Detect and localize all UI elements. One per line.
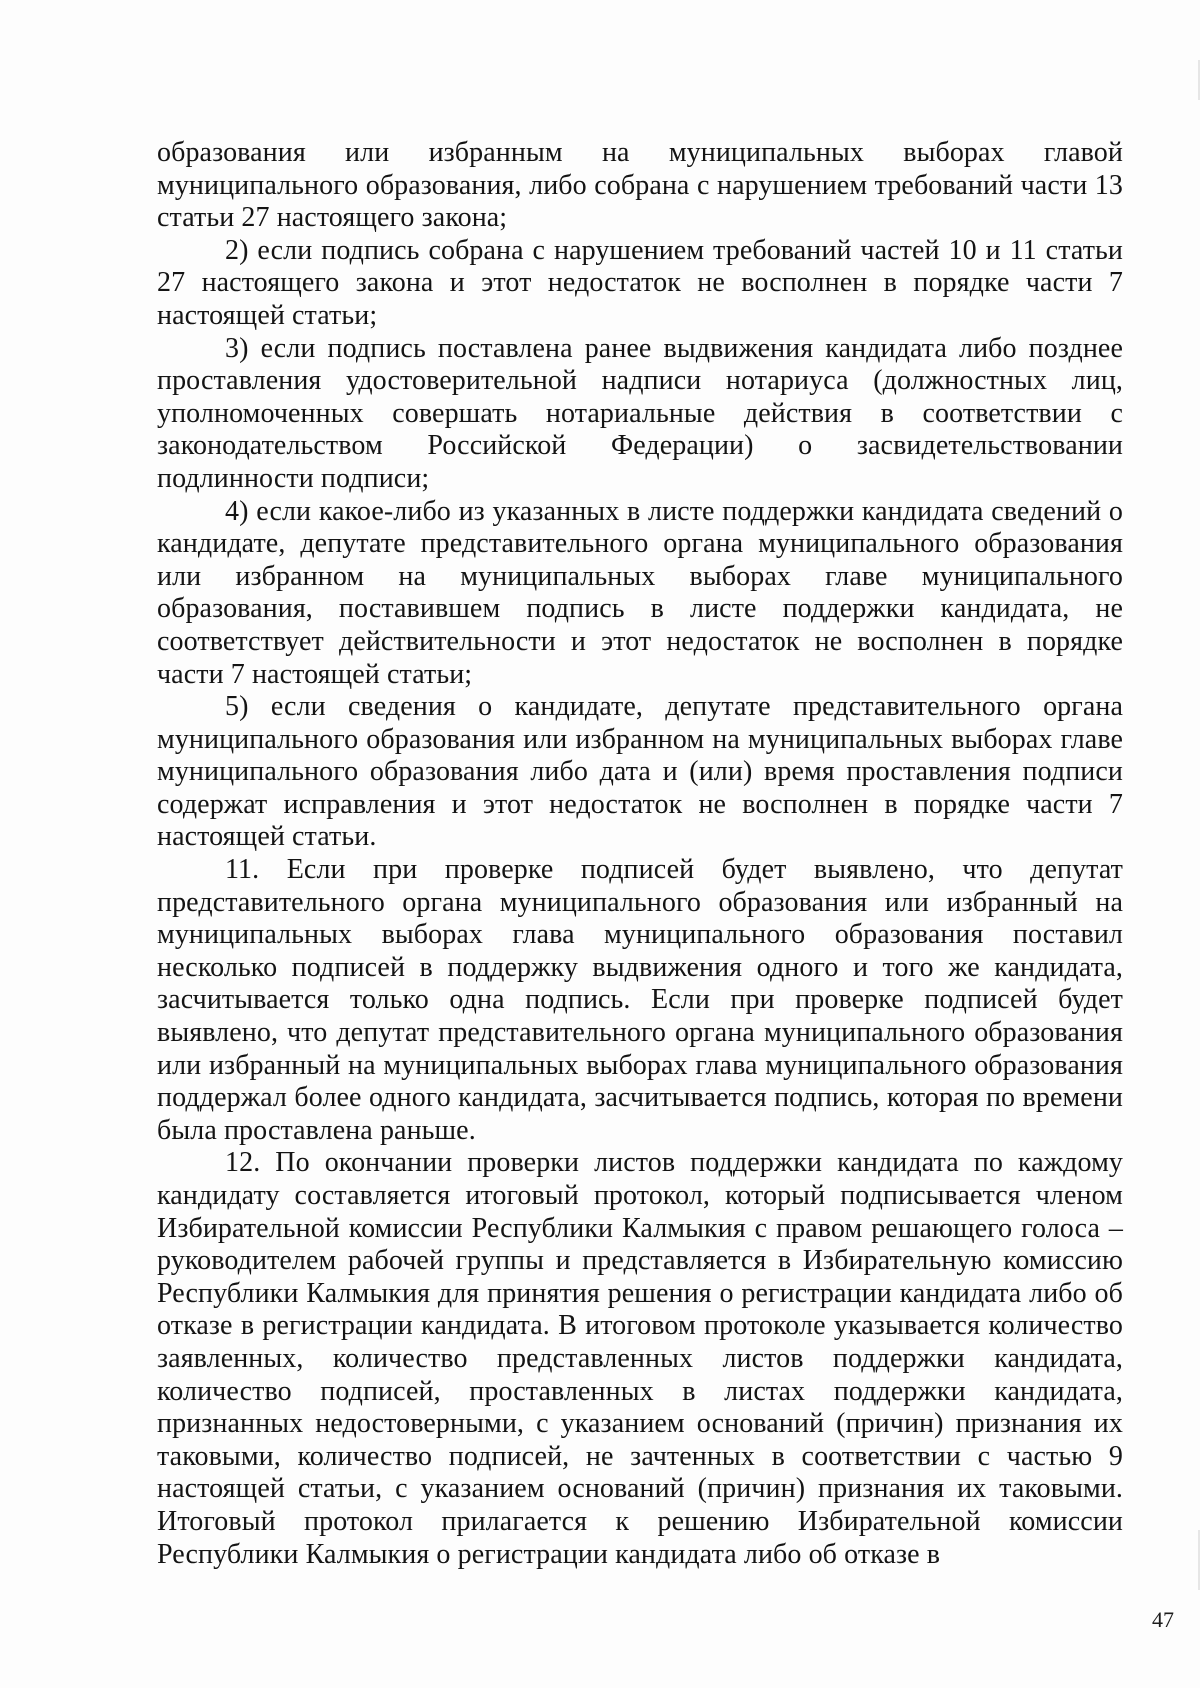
paragraph-part-11: 11. Если при проверке подписей будет выявлено, что депутат представительного органа муниципального образования или избранный на муниципальных выборах глава муниципального образования поставил несколько подписей в поддержку выдвижения одного и того же кандидата, засчитывается только одна подпись. Если при проверке подписей будет выявлено, что депутат представительного органа муниципального образования или избранный на муниципальных выборах глава муниципального образования поддержал более одного кандидата, засчитывается подпись, которая по времени была проставлена раньше.	[157, 854, 1123, 1146]
paragraph-item-5: 5) если сведения о кандидате, депутате представительного органа муниципального образования или избранном на муниципальных выборах главе муниципального образования либо дата и (или) время проставления подписи содержат исправления и этот недостаток не восполнен в порядке части 7 настоящей статьи.	[157, 691, 1123, 853]
paragraph-part-12: 12. По окончании проверки листов поддержки кандидата по каждому кандидату составляется итоговый протокол, который подписывается членом Избирательной комиссии Республики Калмыкия с правом решающего голоса – руководителем рабочей группы и представляется в Избирательную комиссию Республики Калмыкия для принятия решения о регистрации кандидата либо об отказе в регистрации кандидата. В итоговом протоколе указывается количество заявленных, количество представленных листов поддержки кандидата, количество подписей, проставленных в листах поддержки кандидата, признанных недостоверными, с указанием оснований (причин) признания их таковыми, количество подписей, не зачтенных в соответствии с частью 9 настоящей статьи, с указанием оснований (причин) признания их таковыми. Итоговый протокол прилагается к решению Избирательной комиссии Республики Калмыкия о регистрации кандидата либо об отказе в	[157, 1147, 1123, 1570]
paragraph-item-4: 4) если какое-либо из указанных в листе поддержки кандидата сведений о кандидате, депутате представительного органа муниципального образования или избранном на муниципальных выборах главе муниципального образования, поставившем подпись в листе поддержки кандидата, не соответствует действительности и этот недостаток не восполнен в порядке части 7 настоящей статьи;	[157, 495, 1123, 690]
page-number: 47	[1152, 1607, 1174, 1632]
paragraph-continuation: образования или избранным на муниципальных выборах главой муниципального образования, либо собрана с нарушением требований части 13 статьи 27 настоящего закона;	[157, 137, 1123, 234]
document-body	[157, 137, 1123, 1571]
paragraph-item-3: 3) если подпись поставлена ранее выдвижения кандидата либо позднее проставления удостоверительной надписи нотариуса (должностных лиц, уполномоченных совершать нотариальные действия в соответствии с законодательством Российской Федерации) о засвидетельствовании подлинности подписи;	[157, 332, 1123, 494]
paragraph-item-2: 2) если подпись собрана с нарушением требований частей 10 и 11 статьи 27 настоящего закона и этот недостаток не восполнен в порядке части 7 настоящей статьи;	[157, 234, 1123, 331]
